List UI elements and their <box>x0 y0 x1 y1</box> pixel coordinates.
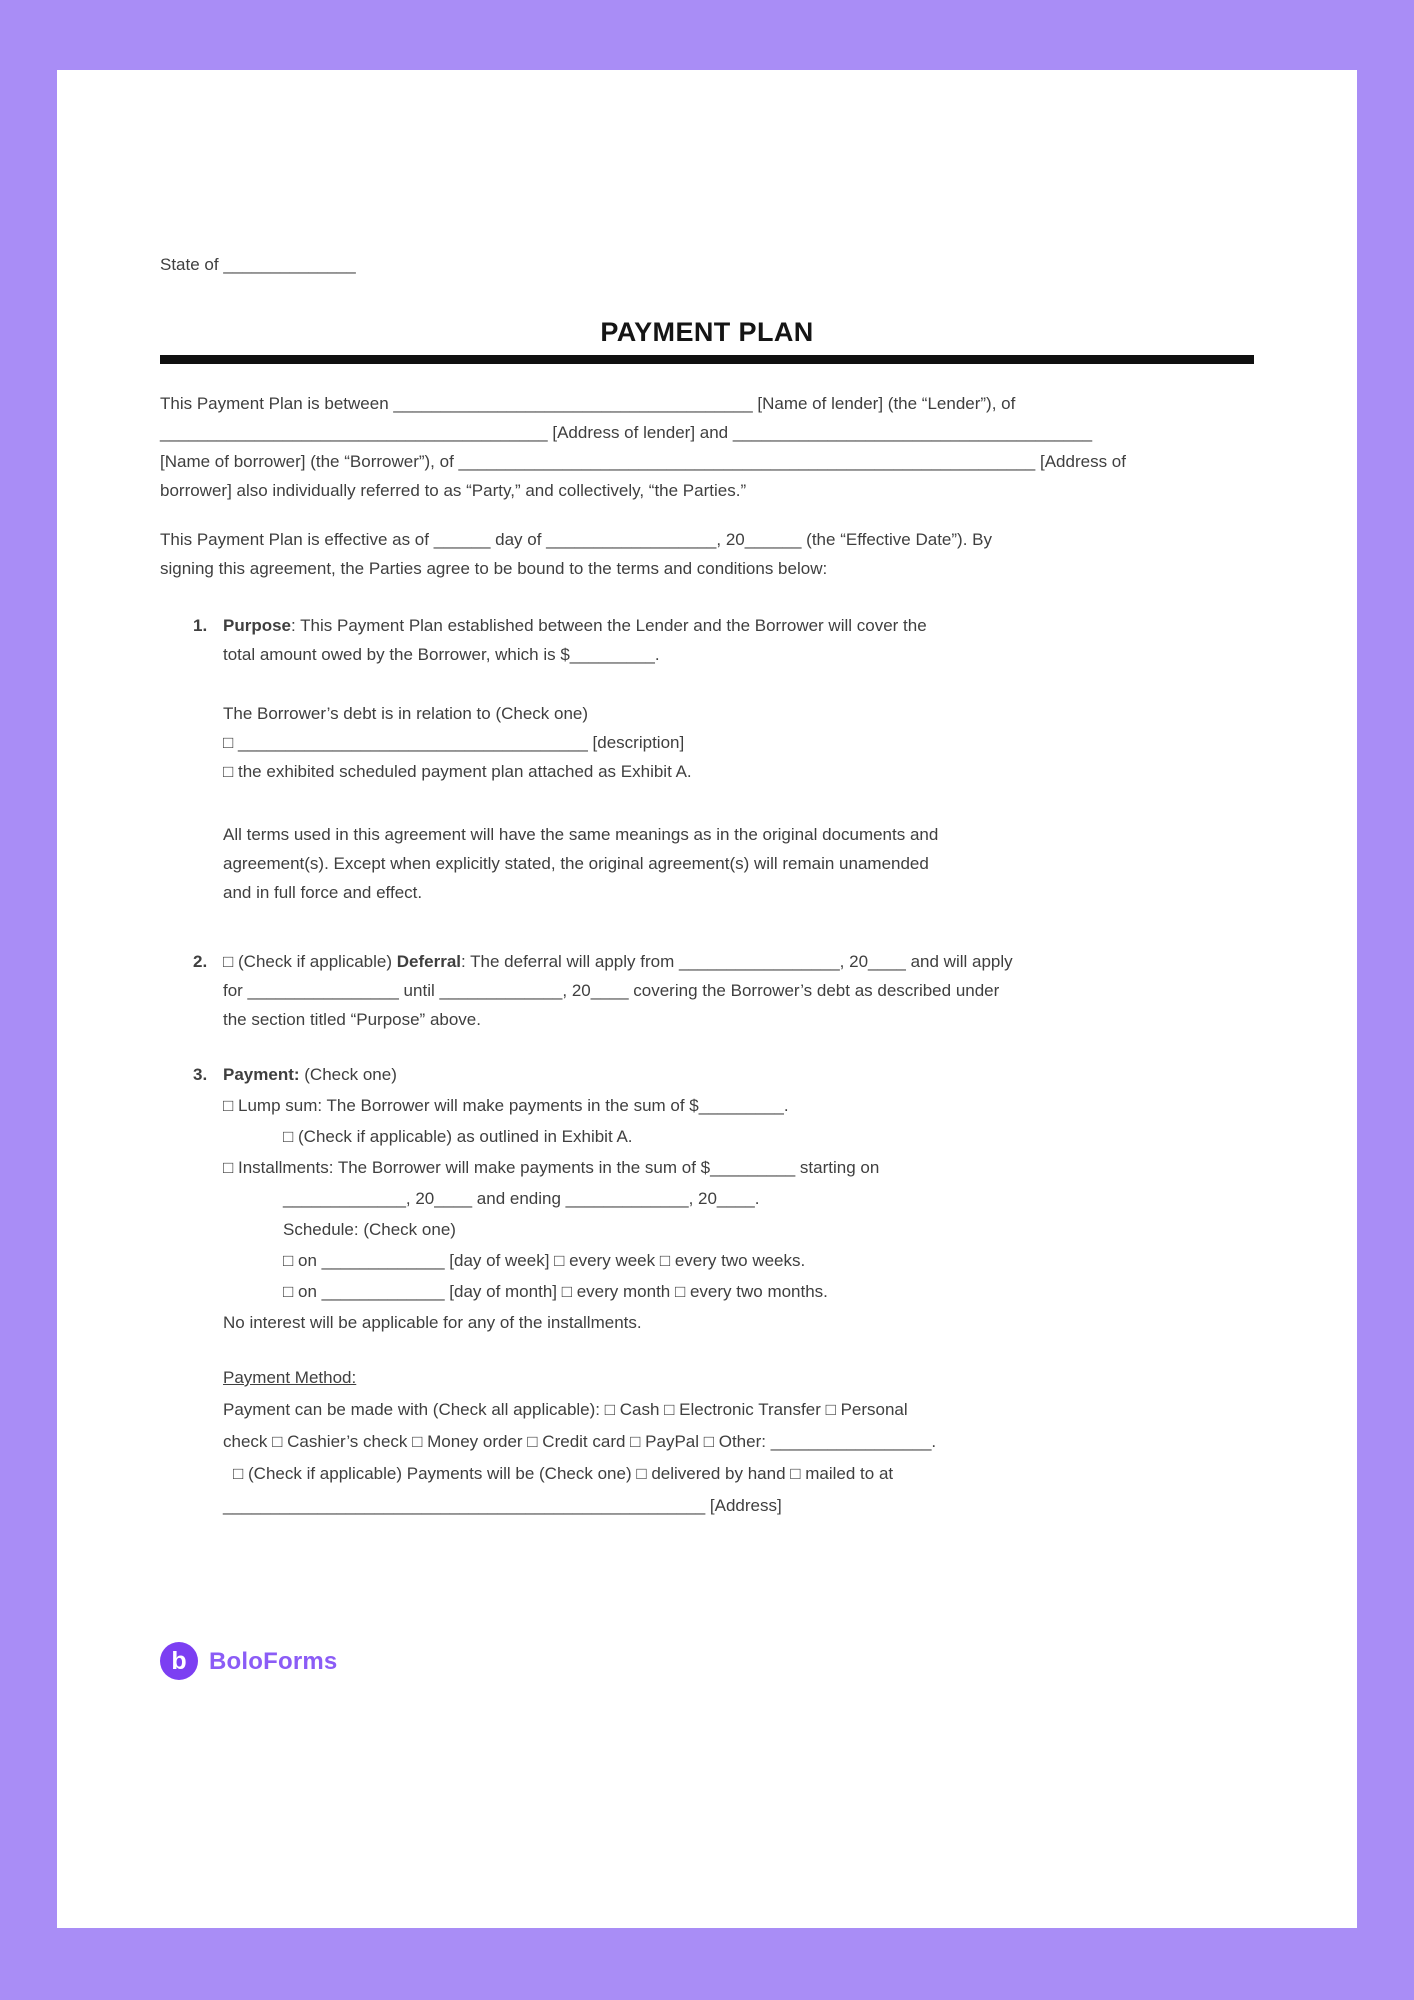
schedule-option-monthly <box>283 1276 1254 1307</box>
item-2-pre: (Check if applicable) <box>233 952 397 971</box>
section-3-payment <box>160 1059 1254 1338</box>
checkbox-icon[interactable]: □ <box>223 1158 234 1177</box>
item-1-line: total amount owed by the Borrower, which is $_________. <box>223 645 660 664</box>
checkbox-icon[interactable]: □ <box>283 1282 294 1301</box>
item-2-line <box>193 947 1254 976</box>
debt-option-description-text: _____________________________________ [description] <box>233 733 685 752</box>
debt-option-exhibit-text: the exhibited scheduled payment plan attached as Exhibit A. <box>233 762 692 781</box>
item-3-number: 3. <box>193 1065 208 1084</box>
effective-date-paragraph <box>160 525 1254 583</box>
boloforms-logo <box>160 1642 1254 1680</box>
item-2-number: 2. <box>193 952 208 971</box>
debt-option-exhibit <box>223 757 1254 786</box>
payment-method-line: Payment can be made with (Check all applicable): □ Cash □ Electronic Transfer □ Personal <box>223 1400 908 1419</box>
schedule-option-weekly <box>283 1245 1254 1276</box>
installments-dates-line: _____________, 20____ and ending _____________, 20____. <box>283 1189 760 1208</box>
debt-relation-lead: The Borrower’s debt is in relation to (Check one) <box>223 704 589 723</box>
logo-letter: b <box>171 1646 187 1675</box>
terms-line: agreement(s). Except when explicitly stated, the original agreement(s) will remain unamended <box>223 854 929 873</box>
section-1-purpose <box>160 611 1254 669</box>
state-line: State of ______________ <box>160 255 356 274</box>
checkbox-icon[interactable]: □ <box>283 1127 294 1146</box>
delivery-option-text: (Check if applicable) Payments will be (Check one) □ delivered by hand □ mailed to at <box>243 1464 894 1483</box>
intro-paragraph <box>160 389 1254 505</box>
page-title: PAYMENT PLAN <box>600 317 814 347</box>
effective-line: signing this agreement, the Parties agree to be bound to the terms and conditions below: <box>160 559 828 578</box>
document-content <box>57 70 1357 1680</box>
address-blank-line: ___________________________________________________ [Address] <box>223 1496 782 1515</box>
checkbox-icon[interactable]: □ <box>223 1096 234 1115</box>
item-1-text: : This Payment Plan established between the Lender and the Borrower will cover the <box>291 616 927 635</box>
debt-relation-block <box>160 699 1254 786</box>
item-3-text: (Check one) <box>299 1065 397 1084</box>
brand-name: BoloForms <box>209 1647 338 1675</box>
terms-line: All terms used in this agreement will have the same meanings as in the original documents and <box>223 825 939 844</box>
debt-option-description <box>223 728 1254 757</box>
checkbox-icon[interactable]: □ <box>223 952 234 971</box>
item-3-heading: Payment: <box>223 1065 300 1084</box>
payment-option-lump-sum <box>223 1090 1254 1121</box>
item-2-line: the section titled “Purpose” above. <box>223 1010 481 1029</box>
item-1-line <box>193 611 1254 640</box>
document-page <box>57 70 1357 1928</box>
title-rule <box>160 355 1254 364</box>
terms-paragraph <box>160 820 1254 907</box>
checkbox-icon[interactable]: □ <box>283 1251 294 1270</box>
checkbox-icon[interactable]: □ <box>223 762 234 781</box>
no-interest-line: No interest will be applicable for any of the installments. <box>223 1313 642 1332</box>
item-1-heading: Purpose <box>223 616 292 635</box>
payment-method-block <box>160 1362 1254 1522</box>
boloforms-logo-icon <box>160 1642 198 1680</box>
intro-line: This Payment Plan is between ______________________________________ [Name of lender] (the “Lender”), of <box>160 394 1016 413</box>
intro-line: _________________________________________ [Address of lender] and ______________________________________ <box>160 423 1093 442</box>
item-1-number: 1. <box>193 616 208 635</box>
intro-line: borrower] also individually referred to as “Party,” and collectively, “the Parties.” <box>160 481 747 500</box>
item-3-heading-line <box>193 1059 1254 1090</box>
schedule-heading: Schedule: (Check one) <box>283 1220 456 1239</box>
item-2-line: for ________________ until _____________, 20____ covering the Borrower’s debt as described under <box>223 981 1000 1000</box>
payment-option-lump-sum-text: Lump sum: The Borrower will make payments in the sum of $_________. <box>233 1096 789 1115</box>
payment-method-line: check □ Cashier’s check □ Money order □ Credit card □ PayPal □ Other: _________________. <box>223 1432 937 1451</box>
effective-line: This Payment Plan is effective as of ______ day of __________________, 20______ (the “Effective Date”). By <box>160 530 992 549</box>
checkbox-icon[interactable]: □ <box>233 1464 244 1483</box>
delivery-option-line <box>233 1458 1254 1490</box>
item-2-text: : The deferral will apply from _________________, 20____ and will apply <box>461 952 1013 971</box>
lump-sum-exhibit-option-text: (Check if applicable) as outlined in Exhibit A. <box>293 1127 633 1146</box>
payment-option-installments-text: Installments: The Borrower will make payments in the sum of $_________ starting on <box>233 1158 880 1177</box>
terms-line: and in full force and effect. <box>223 883 423 902</box>
item-2-heading: Deferral <box>396 952 462 971</box>
payment-method-heading: Payment Method: <box>223 1368 357 1387</box>
payment-option-installments <box>223 1152 1254 1183</box>
schedule-option-weekly-text: on _____________ [day of week] □ every week □ every two weeks. <box>293 1251 806 1270</box>
intro-line: [Name of borrower] (the “Borrower”), of _____________________________________________________________ [Address of <box>160 452 1126 471</box>
section-2-deferral <box>160 947 1254 1034</box>
schedule-option-monthly-text: on _____________ [day of month] □ every month □ every two months. <box>293 1282 828 1301</box>
checkbox-icon[interactable]: □ <box>223 733 234 752</box>
lump-sum-exhibit-option <box>283 1121 1254 1152</box>
